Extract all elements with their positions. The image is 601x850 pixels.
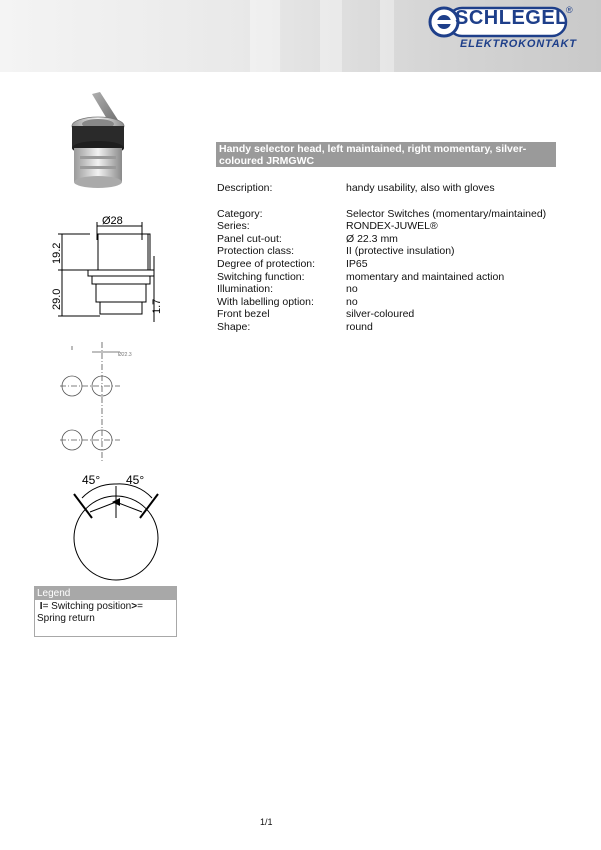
spec-row (217, 283, 566, 296)
brand-name: SCHLEGEL (455, 7, 568, 29)
product-photo (60, 90, 140, 195)
svg-text:Ø22.3: Ø22.3 (118, 352, 132, 358)
spec-value: handy usability, also with gloves (346, 182, 495, 194)
spec-key: Category: (217, 207, 263, 220)
spec-key: Description: (217, 182, 273, 194)
spec-key: Front bezel (217, 308, 270, 321)
spec-value: IP65 (346, 257, 368, 270)
spec-key: Illumination: (217, 283, 274, 296)
legend-line1: = Switching position (42, 601, 132, 612)
legend-line1-tail: = (137, 601, 143, 612)
spec-value: round (346, 320, 373, 333)
switching-position-symbol: I (39, 601, 43, 612)
spec-key: Series: (217, 220, 250, 233)
spec-value: silver-coloured (346, 308, 415, 321)
switching-angle-drawing (60, 468, 170, 583)
header-stripe (380, 0, 394, 72)
spec-row (217, 220, 566, 233)
spec-value: II (protective insulation) (346, 245, 455, 258)
spec-key: Switching function: (217, 270, 305, 283)
spec-row (217, 258, 566, 271)
spec-row (217, 182, 566, 195)
header-stripe (250, 0, 280, 72)
spec-value: momentary and maintained action (346, 270, 505, 283)
spec-row (217, 233, 566, 246)
dimension-height-top: 19.2 (51, 242, 63, 264)
brand-subtitle: ELEKTROKONTAKT (460, 38, 577, 50)
spec-key: With labelling option: (217, 295, 314, 308)
spec-table (217, 182, 566, 334)
legend-line2: Spring return (37, 613, 95, 624)
angle-left-label: 45° (82, 473, 101, 487)
spec-row (217, 208, 566, 221)
angle-right-label: 45° (126, 473, 145, 487)
spec-row (217, 321, 566, 334)
dimension-diameter: Ø28 (102, 215, 123, 227)
dimension-depth: 1.7 (151, 298, 163, 314)
product-title: Handy selector head, left maintained, right momentary, silver-coloured JRMGWC (216, 142, 556, 167)
spec-value: no (346, 295, 358, 308)
registered-mark: ® (566, 5, 573, 15)
header-stripe (320, 0, 342, 72)
page-number: 1/1 (260, 817, 273, 827)
spec-value: no (346, 283, 358, 296)
legend-text (35, 600, 176, 625)
dimension-drawing (50, 212, 180, 332)
spec-value: Ø 22.3 mm (346, 232, 398, 245)
spec-value: RONDEX-JUWEL® (346, 220, 438, 233)
spec-row (217, 245, 566, 258)
spec-row (217, 308, 566, 321)
spec-key: Degree of protection: (217, 257, 316, 270)
spec-row (217, 296, 566, 309)
cutout-drawing (60, 340, 160, 465)
spec-key: Protection class: (217, 245, 295, 258)
spec-value: Selector Switches (momentary/maintained) (346, 207, 547, 220)
spec-row (217, 271, 566, 284)
legend-box (34, 586, 177, 637)
dimension-height-bottom: 29.0 (51, 288, 63, 310)
legend-header: Legend (35, 587, 176, 600)
spec-key: Shape: (217, 320, 251, 333)
spring-return-symbol: > (131, 601, 138, 612)
spec-key: Panel cut-out: (217, 232, 282, 245)
